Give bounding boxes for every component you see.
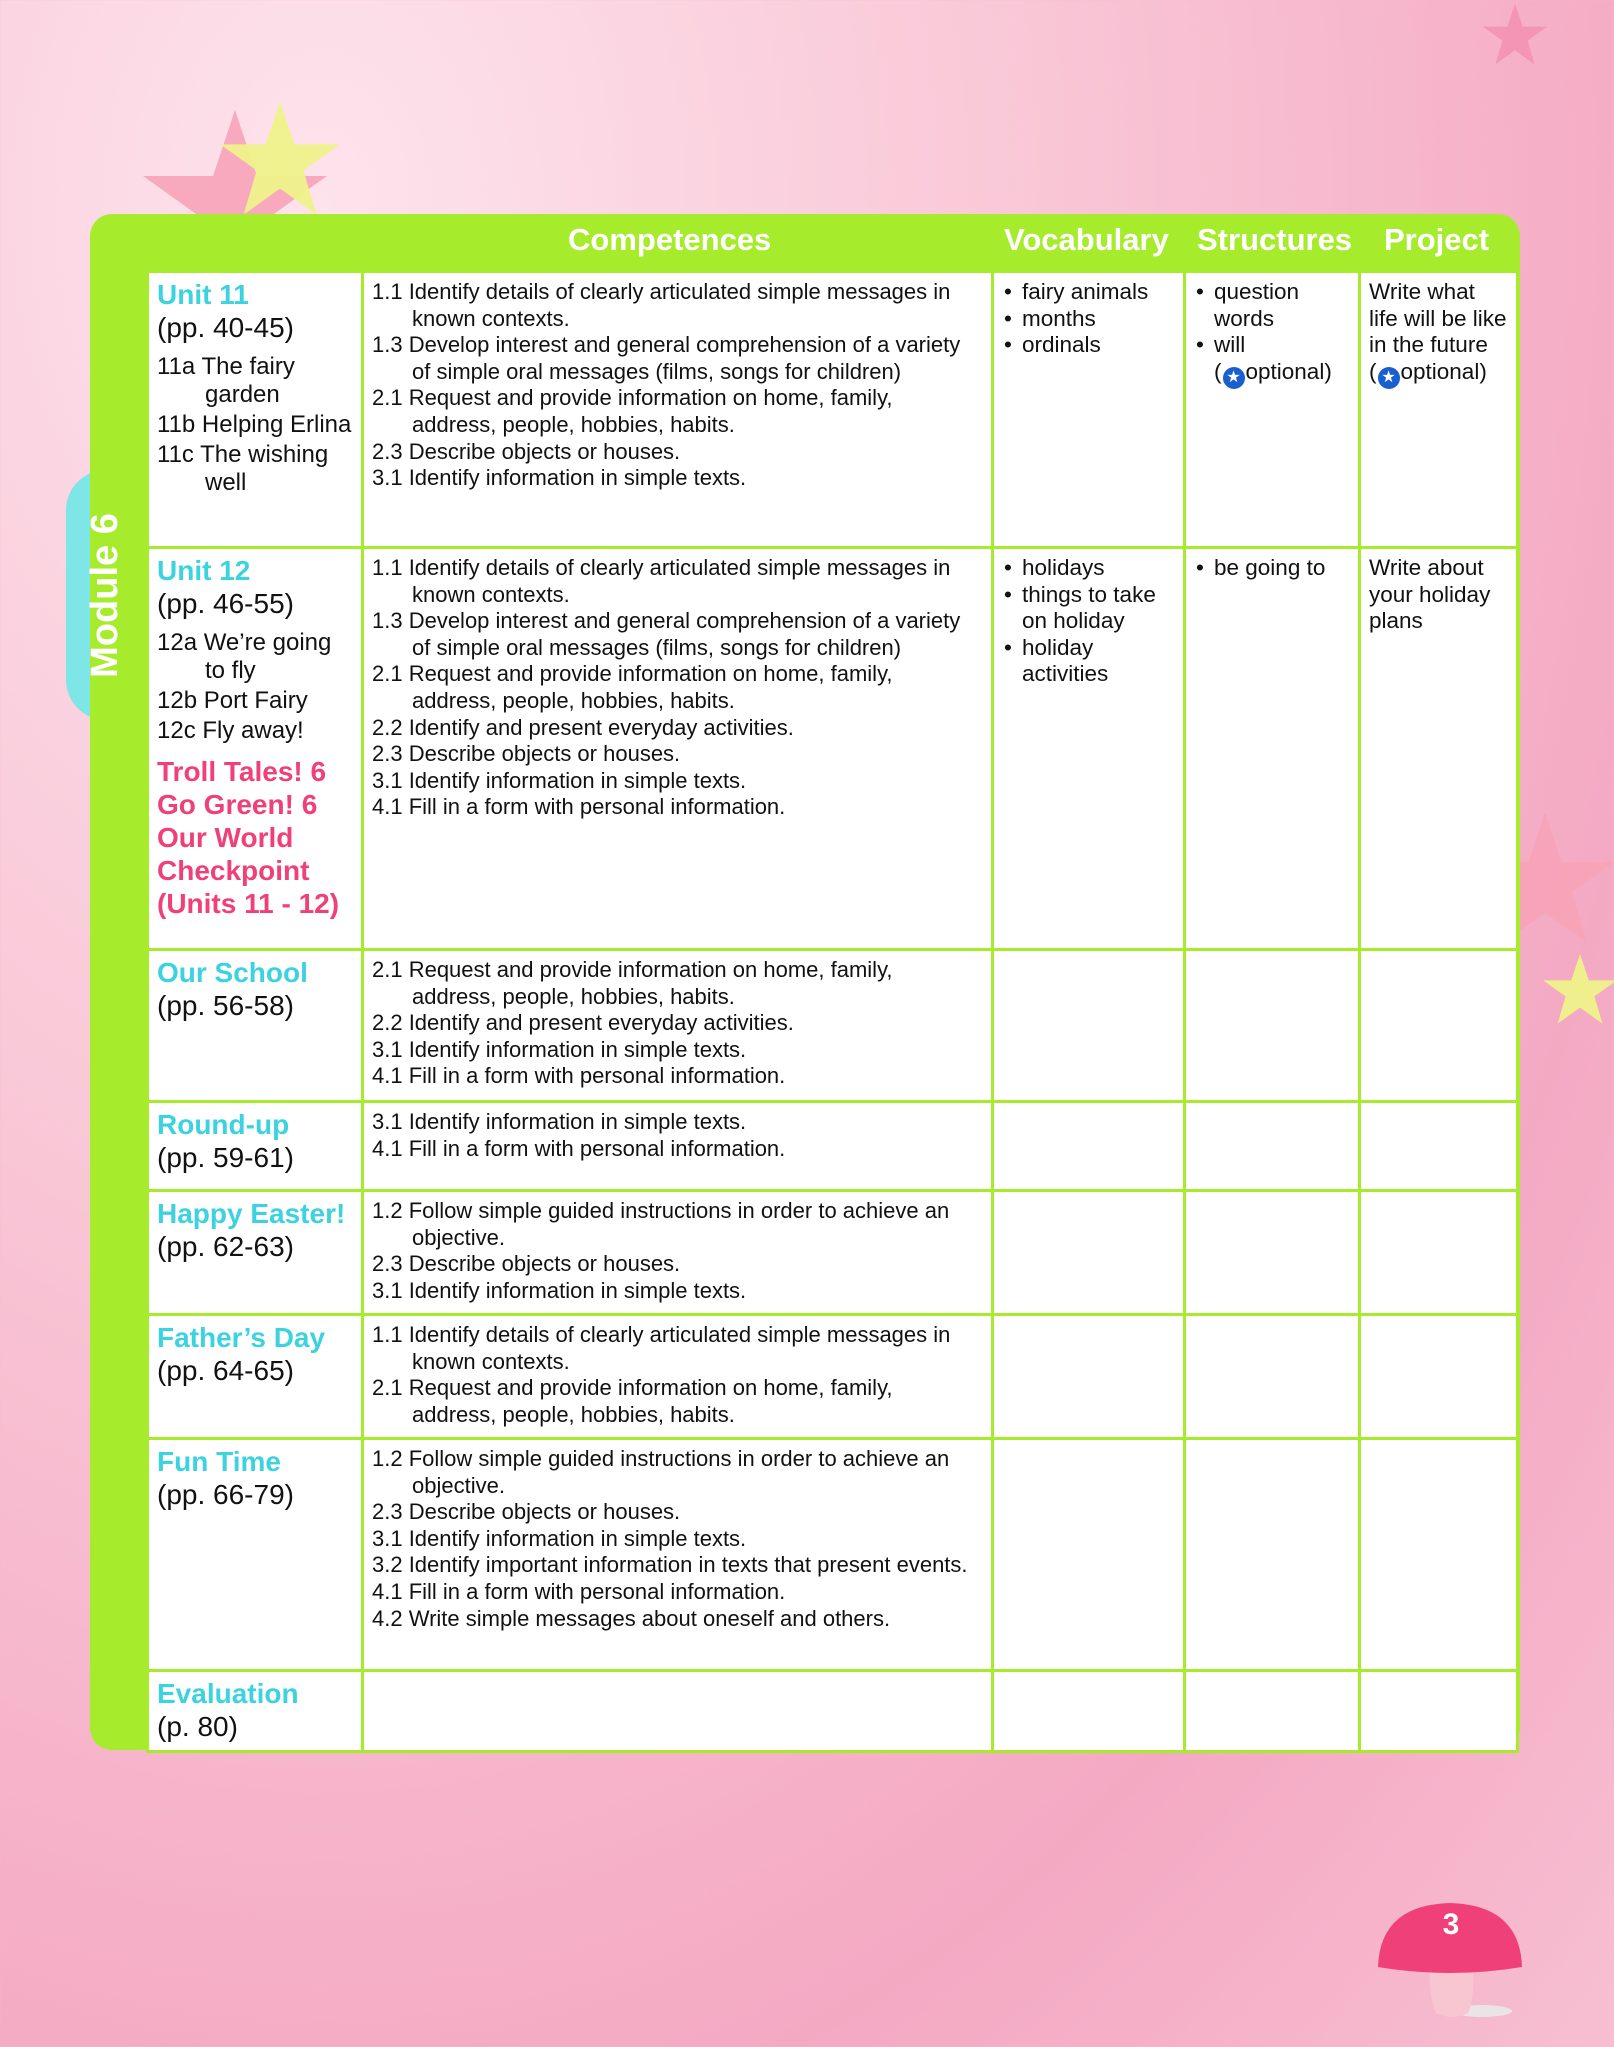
competences-cell xyxy=(363,1315,993,1439)
table-row xyxy=(148,272,1518,548)
page-number: 3 xyxy=(1442,1908,1460,1941)
yellow-star-icon xyxy=(215,95,345,225)
project-cell xyxy=(1360,1315,1518,1439)
vocabulary-item: • fairy animals xyxy=(1002,279,1175,306)
unit-pages: (pp. 46-55) xyxy=(157,588,294,619)
competence-item: 3.1 Identify information in simple texts. xyxy=(372,1109,747,1134)
unit-pages: (p. 80) xyxy=(157,1711,238,1742)
competence-item: 1.2 Follow simple guided instructions in order to achieve an objective. xyxy=(372,1446,950,1498)
competences-cell xyxy=(363,950,993,1102)
structure-item: • be going to xyxy=(1194,555,1350,582)
project-cell xyxy=(1360,548,1518,950)
competence-item: 3.1 Identify information in simple texts. xyxy=(372,465,747,491)
competence-item: 4.1 Fill in a form with personal information. xyxy=(372,1063,786,1089)
star-badge-icon: ★ xyxy=(1223,367,1245,389)
structures-cell xyxy=(1185,1439,1360,1671)
competence-item: 4.1 Fill in a form with personal information. xyxy=(372,1578,786,1604)
competence-item: 4.2 Write simple messages about oneself and others. xyxy=(372,1605,891,1631)
structure-item: • question words xyxy=(1194,279,1350,332)
competences-cell xyxy=(363,272,993,548)
vocabulary-cell xyxy=(993,272,1185,548)
vocabulary-item: • holidays xyxy=(1002,555,1175,582)
competence-item: 1.1 Identify details of clearly articulated simple messages in known contexts. xyxy=(372,279,951,331)
table-row xyxy=(148,1315,1518,1439)
competence-item: 2.1 Request and provide information on home, family, address, people, hobbies, habits. xyxy=(372,661,893,713)
header-competences: Competences xyxy=(568,222,772,257)
lesson-item: 11c The wishing well xyxy=(157,441,329,496)
project-cell xyxy=(1360,1439,1518,1671)
unit-pages: (pp. 40-45) xyxy=(157,312,294,343)
vocabulary-item: • things to take on holiday xyxy=(1002,582,1175,635)
competence-item: 1.3 Develop interest and general comprehension of a variety of simple oral messages (films, songs for children) xyxy=(372,608,961,660)
competence-item: 2.1 Request and provide information on home, family, address, people, hobbies, habits. xyxy=(372,957,893,1009)
unit-pages: (pp. 56-58) xyxy=(157,990,294,1021)
competence-item: 2.2 Identify and present everyday activities. xyxy=(372,1010,794,1036)
structures-cell xyxy=(1185,1102,1360,1191)
unit-title: Evaluation xyxy=(157,1678,299,1709)
unit-cell xyxy=(148,1191,363,1315)
unit-pages: (pp. 66-79) xyxy=(157,1479,294,1510)
competences-cell xyxy=(363,1102,993,1191)
competence-item: 3.1 Identify information in simple texts. xyxy=(372,1277,747,1303)
table-row xyxy=(148,950,1518,1102)
unit-title: Our School xyxy=(157,957,308,988)
table-row xyxy=(148,1439,1518,1671)
structures-cell xyxy=(1185,1671,1360,1752)
competence-item: 2.3 Describe objects or houses. xyxy=(372,741,681,767)
project-text: Write about your holiday plans xyxy=(1369,555,1491,634)
lesson-item: 12a We’re going to fly xyxy=(157,629,332,684)
unit-title: Happy Easter! xyxy=(157,1198,346,1229)
extra-section: Checkpoint xyxy=(157,855,310,886)
header-project: Project xyxy=(1384,222,1490,257)
lesson-item: 12c Fly away! xyxy=(157,717,304,744)
unit-cell xyxy=(148,1671,363,1752)
unit-cell xyxy=(148,1102,363,1191)
unit-pages: (pp. 59-61) xyxy=(157,1142,294,1173)
competence-item: 2.3 Describe objects or houses. xyxy=(372,1251,681,1277)
vocabulary-cell xyxy=(993,1439,1185,1671)
optional-note: ( ★ optional) xyxy=(1369,359,1508,389)
extra-section: Go Green! 6 xyxy=(157,789,318,820)
pink-star-icon xyxy=(1480,0,1550,70)
module-label: Module 6 xyxy=(83,512,126,678)
extra-section: (Units 11 - 12) xyxy=(157,888,340,919)
competence-item: 3.1 Identify information in simple texts. xyxy=(372,1036,747,1062)
competence-item: 1.1 Identify details of clearly articulated simple messages in known contexts. xyxy=(372,555,951,607)
structures-cell xyxy=(1185,548,1360,950)
header-structures: Structures xyxy=(1197,222,1353,257)
project-text: Write what life will be like in the future xyxy=(1369,279,1507,358)
competence-item: 2.1 Request and provide information on home, family, address, people, hobbies, habits. xyxy=(372,385,893,437)
syllabus-table xyxy=(146,270,1519,1753)
table-row xyxy=(148,548,1518,950)
structures-cell xyxy=(1185,1315,1360,1439)
unit-cell xyxy=(148,950,363,1102)
lesson-item: 11b Helping Erlina xyxy=(157,411,352,438)
lesson-item: 11a The fairy garden xyxy=(157,353,295,408)
unit-pages: (pp. 62-63) xyxy=(157,1231,294,1262)
project-cell xyxy=(1360,1102,1518,1191)
competences-cell xyxy=(363,1191,993,1315)
unit-title: Fun Time xyxy=(157,1446,281,1477)
unit-cell xyxy=(148,272,363,548)
vocabulary-cell xyxy=(993,1191,1185,1315)
structures-cell xyxy=(1185,272,1360,548)
header-vocabulary: Vocabulary xyxy=(1004,222,1169,257)
vocabulary-item: • months xyxy=(1002,306,1175,333)
optional-note: ( ★ optional) xyxy=(1194,359,1350,389)
yellow-star-icon xyxy=(1540,950,1614,1030)
unit-title: Unit 11 xyxy=(157,279,249,310)
unit-cell xyxy=(148,1315,363,1439)
unit-cell xyxy=(148,548,363,950)
competence-item: 4.1 Fill in a form with personal information. xyxy=(372,1135,786,1161)
competences-cell xyxy=(363,1671,993,1752)
unit-title: Round-up xyxy=(157,1109,290,1140)
competences-cell xyxy=(363,1439,993,1671)
competence-item: 3.1 Identify information in simple texts. xyxy=(372,767,747,793)
star-badge-icon: ★ xyxy=(1378,367,1400,389)
vocabulary-cell xyxy=(993,1671,1185,1752)
competence-item: 3.1 Identify information in simple texts. xyxy=(372,1525,747,1551)
competence-item: 3.2 Identify important information in texts that present events. xyxy=(372,1552,968,1578)
unit-title: Unit 12 xyxy=(157,555,251,586)
competence-item: 1.3 Develop interest and general comprehension of a variety of simple oral messages (films, songs for children) xyxy=(372,332,961,384)
table-row xyxy=(148,1191,1518,1315)
competence-item: 4.1 Fill in a form with personal information. xyxy=(372,794,786,820)
competence-item: 2.2 Identify and present everyday activities. xyxy=(372,714,794,740)
vocabulary-cell xyxy=(993,950,1185,1102)
vocabulary-cell xyxy=(993,548,1185,950)
project-cell xyxy=(1360,950,1518,1102)
structures-cell xyxy=(1185,950,1360,1102)
lesson-item: 12b Port Fairy xyxy=(157,687,308,714)
competence-item: 1.2 Follow simple guided instructions in order to achieve an objective. xyxy=(372,1198,950,1250)
vocabulary-cell xyxy=(993,1315,1185,1439)
extra-section: Our World xyxy=(157,822,294,853)
project-cell xyxy=(1360,272,1518,548)
unit-pages: (pp. 64-65) xyxy=(157,1355,294,1386)
unit-title: Father’s Day xyxy=(157,1322,326,1353)
extra-section: Troll Tales! 6 xyxy=(157,756,327,787)
table-row xyxy=(148,1102,1518,1191)
vocabulary-item: • holiday activities xyxy=(1002,635,1175,688)
competence-item: 1.1 Identify details of clearly articulated simple messages in known contexts. xyxy=(372,1322,951,1374)
structures-cell xyxy=(1185,1191,1360,1315)
competence-item: 2.3 Describe objects or houses. xyxy=(372,1499,681,1525)
competence-item: 2.1 Request and provide information on home, family, address, people, hobbies, habits. xyxy=(372,1375,893,1427)
project-cell xyxy=(1360,1191,1518,1315)
competence-item: 2.3 Describe objects or houses. xyxy=(372,438,681,464)
competences-cell xyxy=(363,548,993,950)
vocabulary-item: • ordinals xyxy=(1002,332,1175,359)
table-row xyxy=(148,1671,1518,1752)
project-cell xyxy=(1360,1671,1518,1752)
vocabulary-cell xyxy=(993,1102,1185,1191)
structure-item: • will xyxy=(1194,332,1350,359)
unit-cell xyxy=(148,1439,363,1671)
